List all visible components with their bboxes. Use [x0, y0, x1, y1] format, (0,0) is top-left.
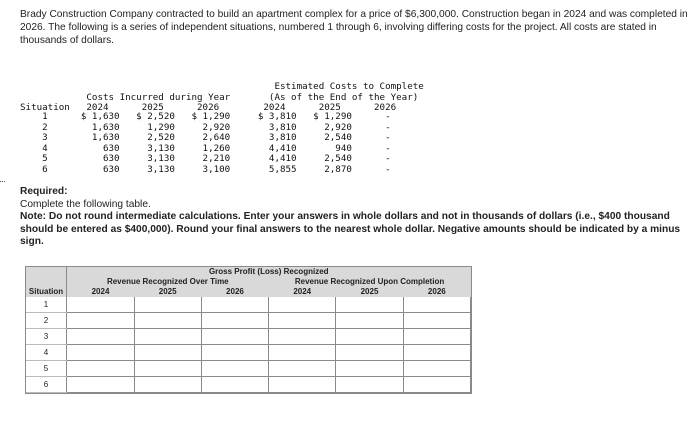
- gross-profit-input[interactable]: [202, 362, 268, 376]
- gross-profit-input[interactable]: [269, 362, 335, 376]
- answer-cell: [201, 329, 268, 345]
- gross-profit-input[interactable]: [269, 314, 335, 328]
- answer-cell: [134, 313, 201, 329]
- given-row: 1 $ 1,630 $ 2,520 $ 1,290 $ 3,810 $ 1,290 -: [20, 111, 391, 122]
- gross-profit-input[interactable]: [336, 362, 402, 376]
- gross-profit-input[interactable]: [135, 362, 201, 376]
- answer-cell: [134, 329, 201, 345]
- gross-profit-input[interactable]: [404, 314, 470, 328]
- answer-table: [25, 266, 472, 394]
- answer-cell: [201, 313, 268, 329]
- answer-cell: [403, 377, 470, 393]
- required-section: [20, 186, 692, 249]
- gross-profit-input[interactable]: [269, 346, 335, 360]
- answer-cell: [403, 345, 470, 361]
- year-header: 2026: [201, 287, 268, 297]
- gross-profit-input[interactable]: [404, 362, 470, 376]
- given-row: 3 1,630 2,520 2,640 3,810 2,540 -: [20, 132, 391, 144]
- gross-profit-input[interactable]: [67, 298, 134, 312]
- gross-profit-input[interactable]: [67, 378, 134, 392]
- table-row: [26, 361, 471, 377]
- situation-header: Situation: [26, 287, 67, 297]
- answer-cell: [403, 313, 470, 329]
- answer-cell: [269, 377, 336, 393]
- answer-cell: [269, 361, 336, 377]
- page-edge-marker: [0, 181, 5, 182]
- situation-number: 3: [26, 329, 67, 345]
- situation-number: 2: [26, 313, 67, 329]
- gross-profit-input[interactable]: [336, 346, 402, 360]
- answer-cell: [67, 377, 135, 393]
- answer-cell: [336, 361, 403, 377]
- table-row: [26, 313, 471, 329]
- answer-cell: [67, 361, 135, 377]
- situation-number: 6: [26, 377, 67, 393]
- answer-cell: [201, 377, 268, 393]
- gross-profit-input[interactable]: [67, 330, 134, 344]
- gross-profit-input[interactable]: [336, 378, 402, 392]
- table-row: [26, 345, 471, 361]
- gross-profit-input[interactable]: [202, 346, 268, 360]
- given-row: 6 630 3,130 3,100 5,855 2,870 -: [20, 163, 391, 175]
- gross-profit-input[interactable]: [135, 330, 201, 344]
- answer-cell: [201, 345, 268, 361]
- answer-cell: [336, 377, 403, 393]
- gross-profit-input[interactable]: [67, 314, 134, 328]
- given-header-line: Costs Incurred during Year (As of the End of the Year): [20, 91, 419, 103]
- required-note: Note: Do not round intermediate calculations. Enter your answers in whole dollars and not in thousands of dollars (i.e., $400 thousand should be entered as $400,000). Round your final answers to the nearest whole dollar. Negative amounts should be indicated by a minus sign.: [20, 211, 681, 247]
- answer-cell: [67, 297, 135, 313]
- answer-cell: [134, 361, 201, 377]
- answer-cell: [134, 345, 201, 361]
- answer-cell: [336, 313, 403, 329]
- gross-profit-input[interactable]: [202, 298, 268, 312]
- gross-profit-input[interactable]: [269, 330, 335, 344]
- given-header-line: Situation 2024 2025 2026 2024 2025 2026: [20, 102, 397, 114]
- answer-cell: [134, 297, 201, 313]
- answer-cell: [403, 329, 470, 345]
- answer-cell: [67, 329, 135, 345]
- given-row: 4 630 3,130 1,260 4,410 940 -: [20, 142, 391, 154]
- gross-profit-input[interactable]: [202, 314, 268, 328]
- given-row: 2 1,630 1,290 2,920 3,810 2,920 -: [20, 121, 391, 133]
- year-header: 2024: [269, 287, 336, 297]
- answer-cell: [336, 329, 403, 345]
- gross-profit-input[interactable]: [202, 378, 268, 392]
- gross-profit-input[interactable]: [269, 378, 335, 392]
- answer-table-title: Gross Profit (Loss) Recognized: [67, 267, 471, 277]
- given-row: 5 630 3,130 2,210 4,410 2,540 -: [20, 153, 391, 165]
- gross-profit-input[interactable]: [135, 346, 201, 360]
- table-row: [26, 377, 471, 393]
- year-header: 2024: [67, 287, 135, 297]
- answer-cell: [403, 361, 470, 377]
- gross-profit-input[interactable]: [336, 314, 402, 328]
- situation-number: 5: [26, 361, 67, 377]
- group-upon-completion: Revenue Recognized Upon Completion: [269, 277, 471, 287]
- gross-profit-input[interactable]: [269, 298, 335, 312]
- table-row: [26, 329, 471, 345]
- answer-cell: [269, 345, 336, 361]
- situation-number: 4: [26, 345, 67, 361]
- group-over-time: Revenue Recognized Over Time: [67, 277, 269, 287]
- answer-cell: [403, 297, 470, 313]
- given-table-body: [20, 112, 391, 176]
- answer-cell: [269, 313, 336, 329]
- required-instruction: Complete the following table.: [20, 198, 151, 210]
- gross-profit-input[interactable]: [67, 362, 134, 376]
- answer-cell: [269, 297, 336, 313]
- year-header: 2025: [336, 287, 403, 297]
- required-label: Required:: [20, 186, 68, 197]
- gross-profit-input[interactable]: [67, 346, 134, 360]
- gross-profit-input[interactable]: [135, 314, 201, 328]
- answer-cell: [336, 297, 403, 313]
- problem-intro: Brady Construction Company contracted to build an apartment complex for a price of $6,300,000. Construction began in 2024 and was completed in 2026. The following is a series of independent situations, numbered 1 through 6, involving differing costs for the project. All costs are stated in thousands of dollars.: [20, 9, 688, 46]
- gross-profit-input[interactable]: [202, 330, 268, 344]
- given-header-line: Estimated Costs to Complete: [20, 81, 424, 92]
- answer-cell: [67, 345, 135, 361]
- given-table-header: [20, 82, 424, 114]
- answer-cell: [67, 313, 135, 329]
- answer-cell: [201, 297, 268, 313]
- table-row: [26, 297, 471, 313]
- gross-profit-input[interactable]: [404, 378, 470, 392]
- year-header: 2025: [134, 287, 201, 297]
- answer-cell: [201, 361, 268, 377]
- gross-profit-input[interactable]: [135, 298, 201, 312]
- gross-profit-input[interactable]: [404, 298, 470, 312]
- year-header: 2026: [403, 287, 470, 297]
- situation-number: 1: [26, 297, 67, 313]
- answer-cell: [269, 329, 336, 345]
- gross-profit-input[interactable]: [404, 346, 470, 360]
- gross-profit-input[interactable]: [404, 330, 470, 344]
- gross-profit-input[interactable]: [336, 298, 402, 312]
- answer-cell: [336, 345, 403, 361]
- answer-cell: [134, 377, 201, 393]
- gross-profit-input[interactable]: [336, 330, 402, 344]
- gross-profit-input[interactable]: [135, 378, 201, 392]
